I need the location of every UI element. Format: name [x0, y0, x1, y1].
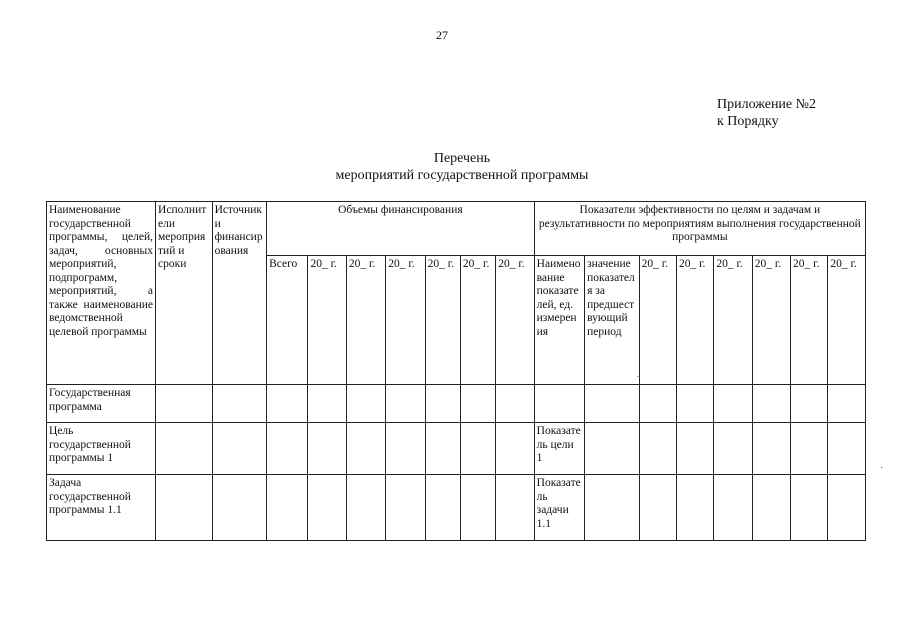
- title-line-2: мероприятий государственной программы: [335, 168, 589, 183]
- header-funding-year: 20_ г.: [425, 256, 460, 385]
- scan-mark: ·: [880, 463, 884, 474]
- header-funding-year: 20_ г.: [460, 256, 495, 385]
- header-indicators-group: Показатели эффективности по целям и задачам и результативности по мероприятиям выполнения государственной программы: [534, 202, 865, 256]
- program-activities-table: [46, 201, 866, 541]
- title-line-1: Перечень: [433, 151, 491, 166]
- header-indicator-year: 20_ г.: [639, 256, 676, 385]
- document-title: [0, 150, 905, 184]
- header-indicator-year: 20_ г.: [676, 256, 713, 385]
- header-indicator-year: 20_ г.: [828, 256, 866, 385]
- header-funding-total: Всего: [267, 256, 308, 385]
- header-executors-column: Исполнители мероприятий и сроки: [156, 202, 213, 385]
- header-indicator-year: 20_ г.: [791, 256, 828, 385]
- table-row-program: [47, 385, 866, 423]
- table-row-task: [47, 475, 866, 541]
- row-goal-name: Цель государственной программы 1: [47, 423, 156, 475]
- header-funding-year: 20_ г.: [308, 256, 346, 385]
- header-indicator-year: 20_ г.: [752, 256, 790, 385]
- header-funding-year: 20_ г.: [496, 256, 534, 385]
- header-indicator-name: Наименование показателей, ед. измерения: [534, 256, 584, 385]
- appendix-note: [717, 96, 816, 130]
- scan-mark: ·: [636, 372, 640, 383]
- page-number: 27: [436, 28, 448, 42]
- table-row-goal: [47, 423, 866, 475]
- header-sources-column: Источники финансирования: [212, 202, 267, 385]
- row-task-name: Задача государственной программы 1.1: [47, 475, 156, 541]
- header-indicator-year: 20_ г.: [714, 256, 752, 385]
- header-funding-year: 20_ г.: [386, 256, 425, 385]
- header-funding-group: Объемы финансирования: [267, 202, 535, 256]
- appendix-line-2: к Порядку: [717, 114, 779, 129]
- header-funding-year: 20_ г.: [346, 256, 385, 385]
- header-indicator-previous-value: значение показателя за предшествующий период: [585, 256, 640, 385]
- row-program-name: Государственная программа: [47, 385, 156, 423]
- header-name-column: Наименование государственной программы, целей, задач, основных мероприятий, подпрограмм, мероприятий, а также наименование ведомственной целевой программы: [47, 202, 156, 385]
- row-task-indicator: Показатель задачи 1.1: [534, 475, 584, 541]
- row-goal-indicator: Показатель цели 1: [534, 423, 584, 475]
- appendix-line-1: Приложение №2: [717, 97, 816, 112]
